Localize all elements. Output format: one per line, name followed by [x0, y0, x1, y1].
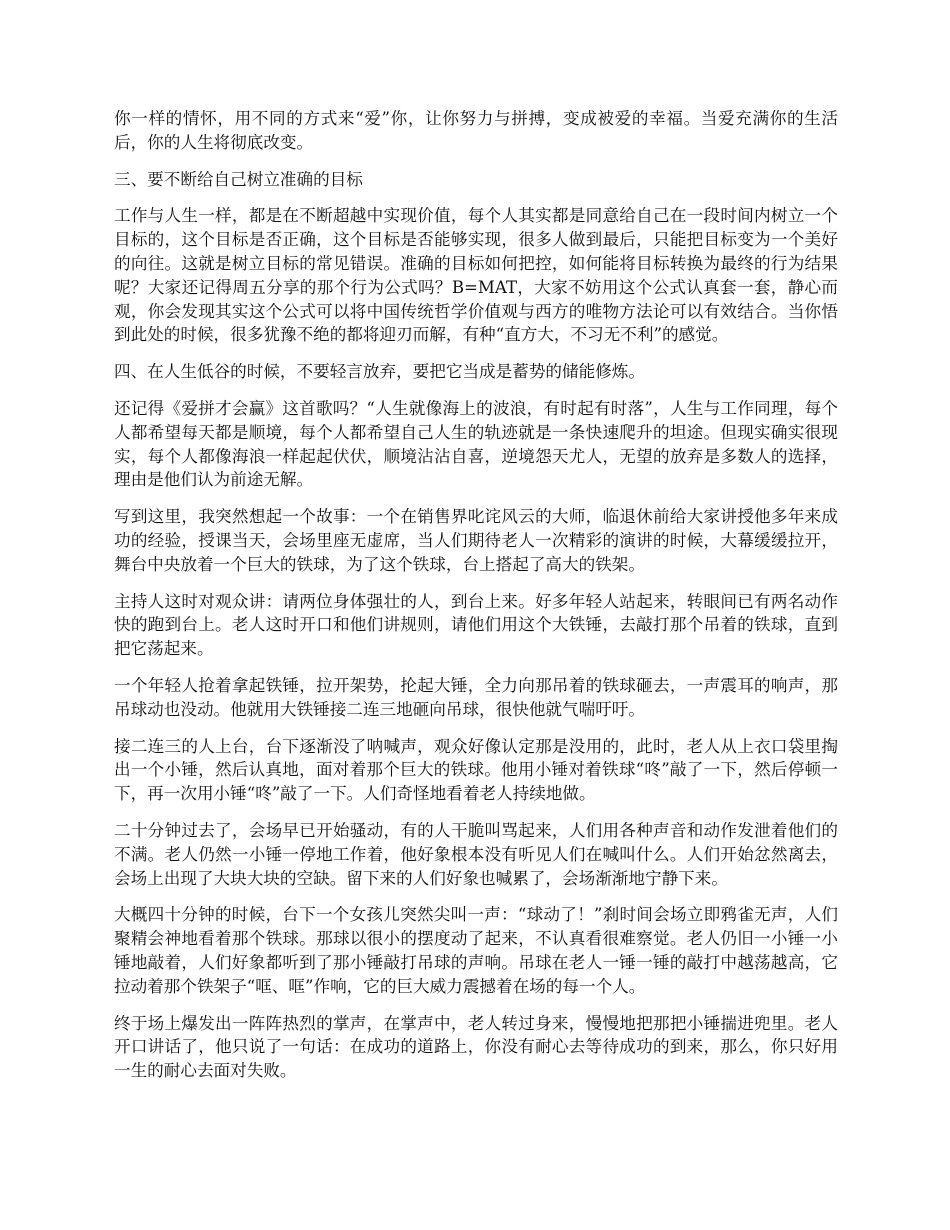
paragraph: 还记得《爱拼才会赢》这首歌吗？“人生就像海上的波浪，有时起有时落”，人生与工作同理，每个人都希望每天都是顺境，每个人都希望自己人生的轨迹就是一条快速爬升的坦途。但现实确实很现实，每个人都像海浪一样起起伏伏，顺境沾沾自喜，逆境怨天尤人，无望的放弃是多数人的选择，理由是他们认为前途无解。: [114, 398, 838, 490]
document-body: [114, 107, 838, 1096]
paragraph: 接二连三的人上台，台下逐渐没了呐喊声，观众好像认定那是没用的，此时，老人从上衣口袋里掏出一个小锤，然后认真地，面对着那个巨大的铁球。他用小锤对着铁球“咚”敲了一下，然后停顿一下，再一次用小锤“咚”敲了一下。人们奇怪地看着老人持续地做。: [114, 736, 838, 804]
paragraph: 终于场上爆发出一阵阵热烈的掌声，在掌声中，老人转过身来，慢慢地把那把小锤揣进兜里。老人开口讲话了，他只说了一句话：在成功的道路上，你没有耐心去等待成功的到来，那么，你只好用一生的耐心去面对失败。: [114, 1013, 838, 1081]
paragraph: 一个年轻人抢着拿起铁锤，拉开架势，抡起大锤，全力向那吊着的铁球砸去，一声震耳的响声，那吊球动也没动。他就用大铁锤接二连三地砸向吊球，很快他就气喘吁吁。: [114, 675, 838, 719]
section-heading: 三、要不断给自己树立准确的目标: [114, 169, 363, 189]
paragraph: 二十分钟过去了，会场早已开始骚动，有的人干脆叫骂起来，人们用各种声音和动作发泄着他们的不满。老人仍然一小锤一停地工作着，他好象根本没有听见人们在喊叫什么。人们开始忿然离去，会场上出现了大块大块的空缺。留下来的人们好象也喊累了，会场渐渐地宁静下来。: [114, 820, 838, 888]
paragraph: 你一样的情怀，用不同的方式来“爱”你，让你努力与拼搏，变成被爱的幸福。当爱充满你的生活后，你的人生将彻底改变。: [114, 109, 838, 152]
section-heading: 四、在人生低谷的时候，不要轻言放弃，要把它当成是蓄势的储能修炼。: [114, 362, 645, 382]
paragraph: 工作与人生一样，都是在不断超越中实现价值，每个人其实都是同意给自己在一段时间内树立一个目标的，这个目标是否正确，这个目标是否能够实现，很多人做到最后，只能把目标变为一个美好的向往。这就是树立目标的常见错误。准确的目标如何把控，如何能将目标转换为最终的行为结果呢？大家还记得周五分享的那个行为公式吗？B=MAT，大家不妨用这个公式认真套一套，静心而观，你会发现其实这个公式可以将中国传统哲学价值观与西方的唯物方法论可以有效结合。当你悟到此处的时候，很多犹豫不绝的都将迎刃而解，有种“直方大，不习无不利”的感觉。: [114, 206, 838, 345]
paragraph: 大概四十分钟的时候，台下一个女孩儿突然尖叫一声：“球动了！”刹时间会场立即鸦雀无声，人们聚精会神地看着那个铁球。那球以很小的摆度动了起来，不认真看很难察觉。老人仍旧一小锤一小锤地敲着，人们好象都听到了那小锤敲打吊球的声响。吊球在老人一锤一锤的敲打中越荡越高，它拉动着那个铁架子“哐、哐”作响，它的巨大威力震撼着在场的每一个人。: [114, 905, 838, 996]
paragraph: 写到这里，我突然想起一个故事：一个在销售界叱诧风云的大师，临退休前给大家讲授他多年来成功的经验，授课当天，会场里座无虚席，当人们期待老人一次精彩的演讲的时候，大幕缓缓拉开，舞台中央放着一个巨大的铁球，为了这个铁球，台上搭起了高大的铁架。: [114, 507, 838, 574]
paragraph: 主持人这时对观众讲：请两位身体强壮的人，到台上来。好多年轻人站起来，转眼间已有两名动作快的跑到台上。老人这时开口和他们讲规则，请他们用这个大铁锤，去敲打那个吊着的铁球，直到把它荡起来。: [114, 591, 838, 659]
